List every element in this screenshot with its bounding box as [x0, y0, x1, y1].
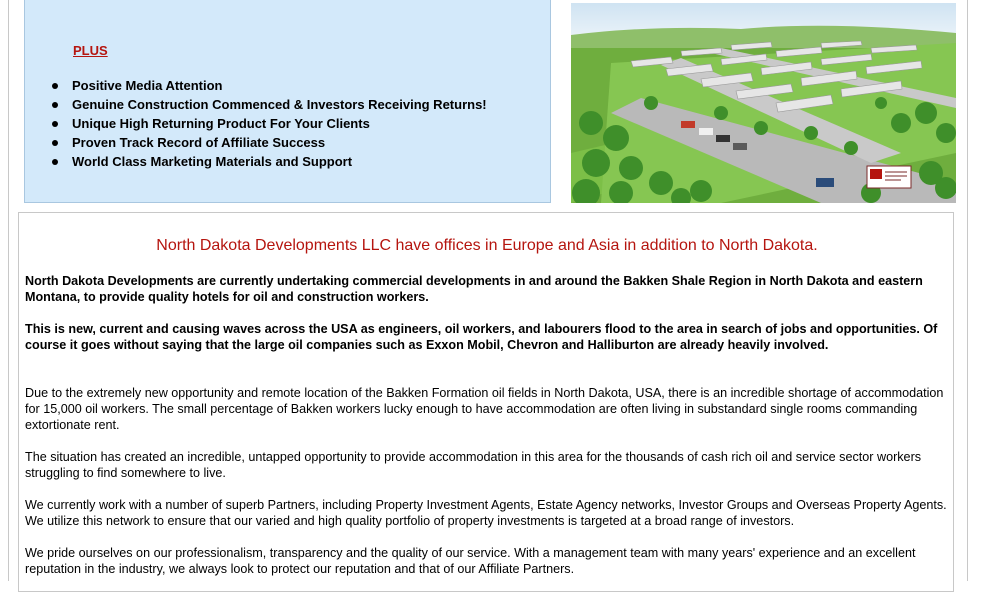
situation-paragraph: The situation has created an incredible, untapped opportunity to provide accommodation in this area for the thousands of cash rich oil and service sector workers struggling to find somewhere to live. [25, 450, 922, 480]
bullet-icon [52, 159, 58, 165]
list-item: Genuine Construction Commenced & Investors Receiving Returns! [72, 95, 487, 114]
shortage-paragraph: Due to the extremely new opportunity and remote location of the Bakken Formation oil fields in North Dakota, USA, there is an incredible shortage of accommodation for 15,000 oil workers. The small percentage of Bakken workers lucky enough to have accommodation are often living in substandard single rooms commanding extortionate rent. [25, 386, 944, 432]
intro-paragraph: North Dakota Developments are currently undertaking commercial developments in and around the Bakken Shale Region in North Dakota and eastern Montana, to provide quality hotels for oil and construction workers. [25, 274, 923, 304]
list-item: Positive Media Attention [72, 76, 487, 95]
main-content-box [18, 212, 954, 592]
page-frame-left [8, 0, 9, 581]
list-item: World Class Marketing Materials and Support [72, 152, 487, 171]
plus-panel [24, 0, 551, 203]
partners-paragraph: We currently work with a number of superb Partners, including Property Investment Agents, Estate Agency networks, Investor Groups and Overseas Property Agents. We utilize this network to ensure that our varied and high quality portfolio of property investments is targeted at a broad range of investors. [25, 498, 947, 528]
bullet-icon [52, 83, 58, 89]
plus-link[interactable]: PLUS [73, 43, 108, 58]
list-item: Proven Track Record of Affiliate Success [72, 133, 487, 152]
plus-benefits-list [72, 76, 487, 171]
development-rendering-illustration [571, 3, 956, 203]
professionalism-paragraph: We pride ourselves on our professionalism, transparency and the quality of our service. With a management team with many years' experience and an excellent reputation in the industry, we always look to protect our reputation and that of our Affiliate Partners. [25, 546, 916, 576]
opportunity-paragraph: This is new, current and causing waves across the USA as engineers, oil workers, and labourers flood to the area in search of jobs and opportunities. Of course it goes without saying that the large oil companies such as Exxon Mobil, Chevron and Halliburton are already heavily involved. [25, 322, 938, 352]
bullet-icon [52, 102, 58, 108]
development-rendering-image [571, 3, 956, 203]
bullet-icon [52, 140, 58, 146]
list-item: Unique High Returning Product For Your Clients [72, 114, 487, 133]
page-headline: North Dakota Developments LLC have offices in Europe and Asia in addition to North Dakota. [156, 237, 818, 254]
page-frame-right [967, 0, 968, 581]
bullet-icon [52, 121, 58, 127]
